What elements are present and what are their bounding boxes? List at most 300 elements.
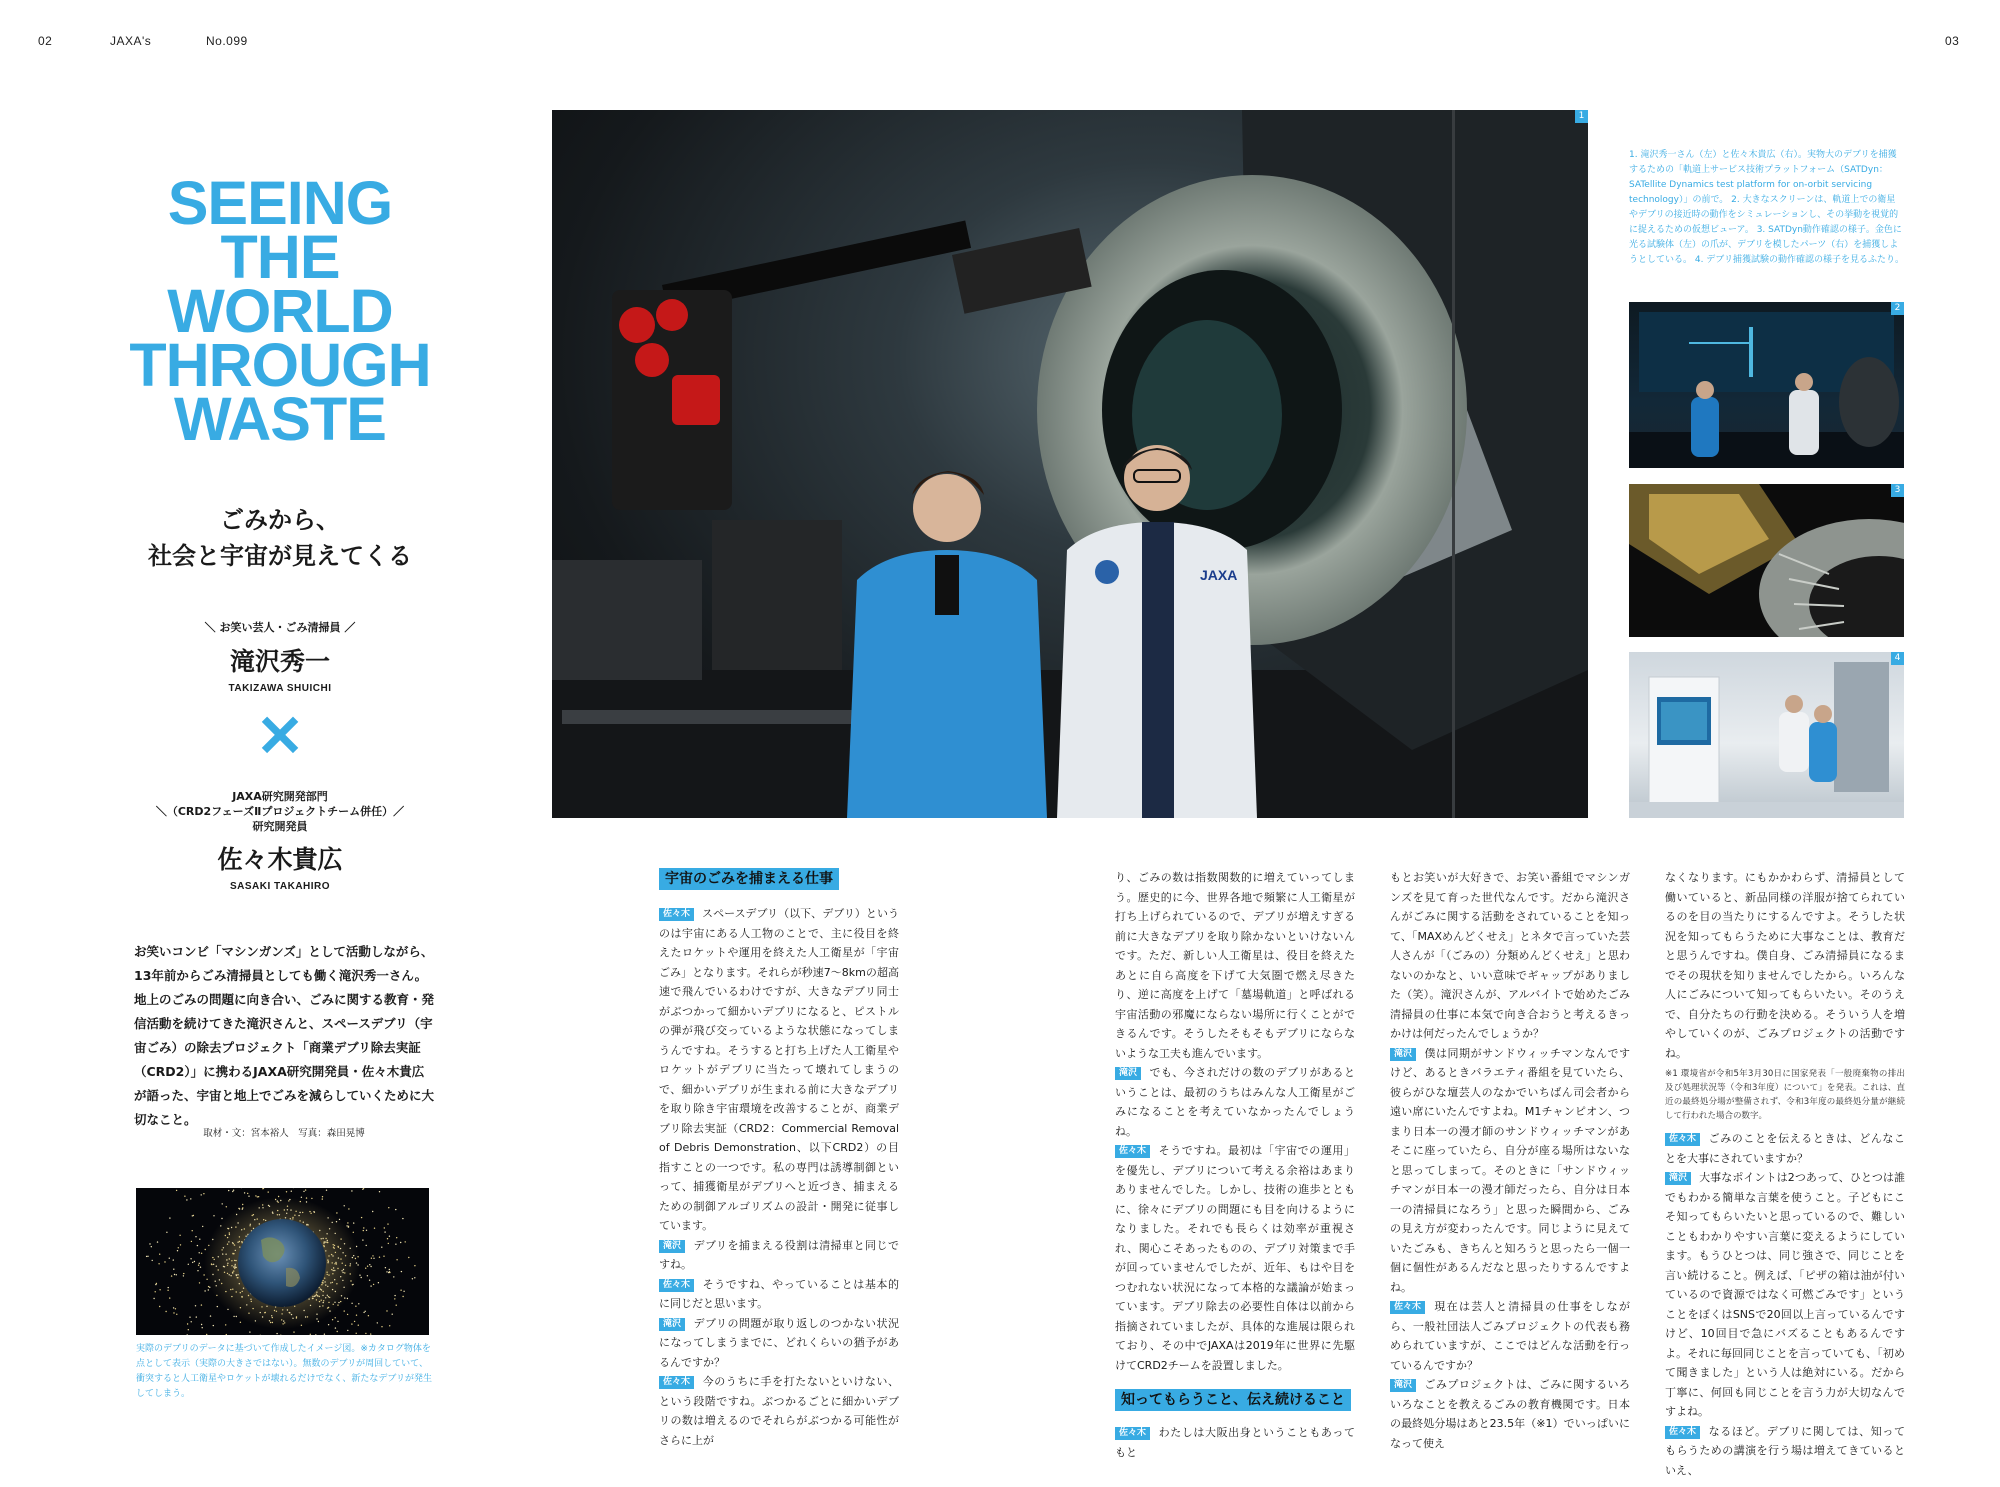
article-column-2	[1115, 868, 1355, 1462]
debris-dot	[173, 1307, 174, 1308]
debris-dot	[199, 1239, 200, 1240]
debris-dot	[326, 1190, 327, 1191]
debris-dot	[384, 1231, 385, 1232]
debris-dot	[389, 1236, 390, 1237]
dialogue-text: 僕は同期がサンドウィッチマンなんですけど、あるときバラエティ番組を見ていたら、彼らがひな壇芸人のなかでいちばん司会者から遠い席にいたんですよね。M1チャンピオン、つまり日本一の漫才師のサンドウィッチマンがあそこに座っていたら、自分が座る場所はないなと思ってしまって。そのときに「サンドウィッチマンが日本一の漫才師だったら、自分は日本一の清掃員になろう」と思った瞬間から、ごみの見え方が変わったんです。同じように見えていたごみも、きちんと知ろうと思ったら一個一個に個性があるんだなと思ったりするんですよね。	[1390, 1046, 1630, 1294]
debris-dot	[176, 1190, 177, 1191]
debris-dot	[164, 1261, 165, 1262]
debris-dot	[202, 1327, 203, 1328]
dialogue-text: ごみのことを伝えるときは、どんなことを大事にされていますか？	[1665, 1132, 1905, 1165]
debris-dot	[217, 1306, 218, 1307]
debris-dot	[379, 1191, 380, 1192]
debris-dot	[192, 1230, 193, 1231]
photo-caption: 1. 滝沢秀一さん（左）と佐々木貴広（右）。実物大のデブリを捕獲するための「軌道上サービス技術プラットフォーム（SATDyn：SATellite Dynamics test platform for on-orbit servicing technology）」の前で。 2. 大きなスクリーンは、軌道上での衛星やデブリの接近時の動作をシミュレーションし、その挙動を視覚的に捉えるための仮想ビューア。 3. SATDyn動作確認の様子。金色に光る試験体（左）の爪が、デブリを模したパーツ（右）を捕獲しようとしている。 4. デブリ捕獲試験の動作確認の様子を見るふたり。	[1629, 150, 1904, 265]
debris-dot	[305, 1189, 306, 1190]
section-heading-2	[1115, 1389, 1355, 1411]
debris-dot	[335, 1327, 336, 1328]
photo-number: 4	[1891, 652, 1904, 665]
debris-dot	[337, 1331, 338, 1332]
debris-dot	[389, 1269, 390, 1270]
debris-dot	[402, 1296, 403, 1297]
feature-title	[95, 169, 465, 453]
debris-dot	[199, 1282, 200, 1283]
page-number-left: 02	[38, 34, 53, 48]
speaker-tag: 佐々木	[1115, 1145, 1150, 1158]
main-photo-satdyn	[552, 110, 1588, 818]
debris-dot	[228, 1190, 229, 1191]
debris-dot	[194, 1261, 195, 1262]
dialogue-paragraph	[659, 1275, 899, 1314]
dialogue-text: そうですね、やっていることは基本的に同じだと思います。	[659, 1277, 899, 1310]
debris-dot	[392, 1314, 393, 1315]
debris-dot	[379, 1257, 380, 1258]
debris-dot	[371, 1258, 372, 1259]
debris-dot	[359, 1275, 360, 1276]
debris-dot	[348, 1226, 349, 1227]
dialogue-text: デブリの問題が取り返しのつかない状況になってしまうまでに、どれくらいの猶予があるんですか？	[659, 1316, 899, 1369]
debris-dot	[293, 1331, 294, 1332]
dialogue-text: スペースデブリ（以下、デブリ）というのは宇宙にある人工物のことで、主に役目を終えたロケットや運用を終えた人工衛星が「宇宙ごみ」となります。それらが秒速7〜8kmの超高速で飛んでいるわけですが、大きなデブリ同士がぶつかって細かいデブリになると、ピストルの弾が飛び交っているような状態になってしまうんですね。そうすると打ち上げた人工衛星やロケットがデブリに当たって壊れてしまうので、細かいデブリが生まれる前に大きなデブリを取り除き宇宙環境を改善することが、商業デブリ除去実証（CRD2：Commercial Removal of Debris Demonstration、以下CRD2）の目指すことの一つです。私の専門は誘導制御といって、捕獲衛星がデブリへと近づき、捕まえるための制御アルゴリズムの設計・開発に従事しています。	[659, 907, 899, 1232]
debris-dot	[367, 1266, 368, 1267]
debris-dot	[158, 1263, 159, 1264]
debris-dot	[258, 1196, 259, 1197]
dialogue-paragraph	[1665, 1422, 1905, 1481]
debris-dot	[373, 1284, 374, 1285]
debris-dot	[394, 1298, 395, 1299]
debris-dot	[311, 1198, 312, 1199]
debris-dot	[322, 1198, 323, 1199]
debris-dot	[402, 1218, 403, 1219]
debris-dot	[196, 1316, 197, 1317]
debris-dot	[363, 1227, 364, 1228]
dialogue-text: デブリを捕まえる役割は清掃車と同じですね。	[659, 1238, 899, 1271]
debris-dot	[303, 1191, 304, 1192]
dialogue-paragraph	[1390, 868, 1630, 1044]
dialogue-paragraph	[1665, 1168, 1905, 1422]
debris-dot	[242, 1204, 243, 1205]
observation-photo-graphic	[1629, 652, 1904, 818]
debris-dot	[369, 1280, 370, 1281]
speaker-tag: 佐々木	[1115, 1427, 1150, 1440]
dialogue-text: 大事なポイントは2つあって、ひとつは誰でもわかる簡単な言葉を使うこと。子どもにこそ知ってもらいたいと思っているので、難しいこともわかりやすい言葉に変えるようにしています。もうひとつは、同じ強さで、同じことを言い続けること。例えば、「ピザの箱は油が付いているので資源ではなく可燃ごみです」ということをぼくはSNSで20回以上言っているんですけど、10回目で急にバズることもあるんですよ。それに毎回同じことを言っていても、「初めて聞きました」という人は絶対にいる。だから丁寧に、何回も同じことを言う力が大切なんですよね。	[1665, 1171, 1905, 1418]
footnote: ※1 環境省が令和5年3月30日に国家発表「一般廃棄物の排出及び処理状況等（令和3年度）について」を発表。これは、直近の最終処分場が整備されず、令和3年度の最終処分量が継続して行われた場合の数字。	[1665, 1069, 1905, 1121]
debris-dot	[240, 1322, 241, 1323]
photo-simulation-screen	[1629, 302, 1904, 468]
debris-dot	[168, 1287, 169, 1288]
debris-dot	[395, 1244, 396, 1245]
debris-dot	[166, 1232, 167, 1233]
dialogue-text: でも、今されだけの数のデブリがあるということは、最初のうちはみんな人工衛星がごみになることを考えていなかったんでしょうね。	[1115, 1066, 1355, 1138]
debris-dot	[366, 1230, 367, 1231]
debris-dot	[351, 1323, 352, 1324]
dialogue-paragraph	[1115, 1141, 1355, 1375]
subtitle-line: 社会と宇宙が見えてくる	[148, 542, 412, 570]
debris-dot	[197, 1245, 198, 1246]
debris-dot	[248, 1196, 249, 1197]
debris-dot	[147, 1256, 148, 1257]
debris-dot	[367, 1275, 368, 1276]
debris-dot	[178, 1247, 179, 1248]
dialogue-text: なくなります。にもかかわらず、清掃員として働いていると、新品同様の洋服が捨てられているのを目の当たりにするんですよ。そうした状況を知ってもらうために大事なことは、教育だと思うんですね。僕自身、ごみ清掃員になるまでその現状を知りませんでしたから。いろんな人にごみについて知ってもらいたい。そのうえで、自分たちの行動を決める。そういう人を増やしていくのが、ごみプロジェクトの活動ですね。	[1665, 871, 1905, 1060]
debris-dot	[355, 1306, 356, 1307]
dialogue-paragraph	[1390, 1297, 1630, 1375]
debris-dot	[155, 1291, 156, 1292]
debris-dot	[195, 1236, 196, 1237]
debris-dot	[396, 1237, 397, 1238]
issue-number: No.099	[206, 34, 248, 48]
debris-dot	[344, 1310, 345, 1311]
dialogue-paragraph	[1115, 1063, 1355, 1141]
dialogue-text: なるほど。デブリに関しては、知ってもらうための講演を行う場は増えてきているといえ、	[1665, 1424, 1905, 1477]
debris-dot	[372, 1255, 373, 1256]
debris-dot	[310, 1334, 311, 1335]
person1-name: 滝沢秀一	[229, 647, 330, 676]
debris-dot	[202, 1226, 203, 1227]
debris-dot	[395, 1209, 396, 1210]
debris-dot	[385, 1267, 386, 1268]
debris-dot	[414, 1277, 415, 1278]
debris-dot	[400, 1242, 401, 1243]
debris-dot	[233, 1190, 234, 1191]
debris-dot	[180, 1244, 181, 1245]
debris-dot	[372, 1211, 373, 1212]
debris-dot	[208, 1289, 209, 1290]
dialogue-paragraph	[659, 1314, 899, 1373]
debris-dot	[396, 1259, 397, 1260]
speaker-tag: 滝沢	[1665, 1172, 1691, 1185]
cross-mark-icon: ✕	[255, 704, 305, 769]
debris-dot	[151, 1246, 152, 1247]
debris-dot	[222, 1203, 223, 1204]
debris-dot	[373, 1258, 374, 1259]
debris-dot	[383, 1256, 384, 1257]
debris-dot	[405, 1241, 406, 1242]
dialogue-text: わたしは大阪出身ということもあってもと	[1115, 1426, 1355, 1459]
speaker-tag: 滝沢	[1115, 1067, 1141, 1080]
debris-dot	[386, 1271, 387, 1272]
debris-dot	[159, 1254, 160, 1255]
photo-number: 3	[1891, 484, 1904, 497]
debris-dot	[210, 1315, 211, 1316]
debris-dot	[244, 1192, 245, 1193]
debris-dot	[286, 1191, 287, 1192]
debris-dot	[183, 1275, 184, 1276]
debris-dot	[201, 1324, 202, 1325]
debris-dot	[165, 1311, 166, 1312]
debris-dot	[201, 1194, 202, 1195]
debris-dot	[159, 1306, 160, 1307]
debris-dot	[374, 1228, 375, 1229]
person2-role-line-text: （CRD2フェーズⅡプロジェクトチーム併任）	[166, 805, 394, 818]
debris-dot	[206, 1334, 207, 1335]
dialogue-paragraph	[1390, 1044, 1630, 1298]
debris-dot	[361, 1277, 362, 1278]
debris-dot	[396, 1305, 397, 1306]
feature-subtitle	[95, 502, 465, 574]
debris-dot	[348, 1208, 349, 1209]
debris-dot	[365, 1268, 366, 1269]
section-heading-1	[659, 868, 899, 890]
debris-dot	[249, 1331, 250, 1332]
speaker-tag: 佐々木	[1665, 1426, 1700, 1439]
debris-dot	[169, 1258, 170, 1259]
debris-dot	[322, 1196, 323, 1197]
debris-dot	[347, 1330, 348, 1331]
debris-dot	[226, 1206, 227, 1207]
debris-dot	[361, 1217, 362, 1218]
debris-dot	[384, 1227, 385, 1228]
debris-dot	[381, 1326, 382, 1327]
debris-dot	[365, 1311, 366, 1312]
debris-dot	[353, 1232, 354, 1233]
debris-dot	[174, 1274, 175, 1275]
debris-dot	[186, 1199, 187, 1200]
debris-dot	[291, 1191, 292, 1192]
simulation-photo-graphic	[1629, 302, 1904, 468]
debris-dot	[400, 1290, 401, 1291]
dialogue-text: ごみプロジェクトは、ごみに関するいろいろなことを教えるごみの教育機関です。日本の最終処分場はあと23.5年（※1）でいっぱいになって使え	[1390, 1378, 1630, 1450]
debris-dot	[173, 1312, 174, 1313]
photo-number: 2	[1891, 302, 1904, 315]
debris-dot	[412, 1278, 413, 1279]
debris-dot	[199, 1263, 200, 1264]
debris-dot	[336, 1212, 337, 1213]
debris-dot	[356, 1315, 357, 1316]
credit-line: 取材・文：宮本裕人 写真：森田晃博	[203, 1128, 365, 1139]
title-line: THE	[220, 223, 340, 291]
dialogue-paragraph	[659, 1236, 899, 1275]
speaker-tag: 滝沢	[659, 1240, 685, 1253]
article-column-4	[1665, 868, 1905, 1480]
article-column-3	[1390, 868, 1630, 1453]
debris-dot	[278, 1196, 279, 1197]
debris-dot	[198, 1265, 199, 1266]
debris-dot	[280, 1335, 281, 1336]
debris-dot	[362, 1239, 363, 1240]
debris-dot	[176, 1274, 177, 1275]
debris-globe-graphic	[136, 1188, 429, 1335]
debris-dot	[351, 1303, 352, 1304]
speaker-tag: 滝沢	[659, 1318, 685, 1331]
title-line: THROUGH	[129, 331, 431, 399]
speaker-tag: 佐々木	[659, 1376, 694, 1389]
person2-role-line: ＼（CRD2フェーズⅡプロジェクトチーム併任）／	[155, 805, 405, 818]
debris-dot	[370, 1266, 371, 1267]
debris-dot	[189, 1317, 190, 1318]
debris-dot	[171, 1275, 172, 1276]
debris-dot	[344, 1205, 345, 1206]
debris-dot	[233, 1316, 234, 1317]
debris-dot	[368, 1315, 369, 1316]
debris-dot	[370, 1285, 371, 1286]
magazine-name: JAXA's	[110, 34, 152, 48]
debris-dot	[179, 1235, 180, 1236]
debris-dot	[365, 1333, 366, 1334]
debris-dot	[155, 1284, 156, 1285]
person2-name: 佐々木貴広	[217, 845, 343, 874]
debris-dot	[377, 1322, 378, 1323]
debris-dot	[347, 1314, 348, 1315]
title-line: SEEING	[167, 169, 393, 237]
title-line: WASTE	[174, 385, 386, 453]
debris-dot	[268, 1191, 269, 1192]
debris-dot	[378, 1282, 379, 1283]
debris-dot	[393, 1276, 394, 1277]
debris-dot	[190, 1198, 191, 1199]
debris-dot	[187, 1323, 188, 1324]
dialogue-paragraph	[1665, 1129, 1905, 1168]
person2-role-line: JAXA研究開発部門	[232, 790, 328, 803]
debris-dot	[184, 1196, 185, 1197]
debris-dot	[394, 1295, 395, 1296]
person1-role: ＼ お笑い芸人・ごみ清掃員 ／	[204, 621, 356, 634]
debris-dot	[353, 1222, 354, 1223]
person2-role-line: 研究開発員	[252, 820, 308, 833]
debris-dot	[324, 1334, 325, 1335]
dialogue-text: 現在は芸人と清掃員の仕事をしながら、一般社団法人ごみプロジェクトの代表も務められていますが、ここではどんな活動を行っているんですか？	[1390, 1300, 1630, 1372]
debris-dot	[204, 1290, 205, 1291]
debris-dot	[387, 1223, 388, 1224]
debris-dot	[195, 1305, 196, 1306]
debris-dot	[363, 1312, 364, 1313]
debris-dot	[354, 1321, 355, 1322]
photo-number: 1	[1575, 110, 1588, 123]
debris-dot	[188, 1329, 189, 1330]
debris-dot	[401, 1271, 402, 1272]
dialogue-paragraph	[1115, 1423, 1355, 1462]
debris-dot	[203, 1274, 204, 1275]
debris-dot	[159, 1289, 160, 1290]
speaker-tag: 滝沢	[1390, 1048, 1416, 1061]
debris-dot	[389, 1272, 390, 1273]
satdyn-photo-graphic	[552, 110, 1588, 818]
debris-dot	[225, 1324, 226, 1325]
debris-dot	[369, 1264, 370, 1265]
debris-dot	[192, 1262, 193, 1263]
person1-roman: TAKIZAWA SHUICHI	[228, 683, 332, 694]
debris-dot	[315, 1334, 316, 1335]
dialogue-text: 今のうちに手を打たないといけない、という段階ですね。ぶつかるごとに細かいデブリの数は増えるのでそれらがぶつかる可能性がさらに上が	[659, 1375, 899, 1447]
debris-dot	[226, 1334, 227, 1335]
photo-capture-test	[1629, 484, 1904, 637]
debris-dot	[414, 1265, 415, 1266]
debris-dot	[191, 1241, 192, 1242]
debris-dot	[188, 1264, 189, 1265]
debris-dot	[388, 1243, 389, 1244]
debris-dot	[366, 1245, 367, 1246]
dialogue-paragraph	[1665, 868, 1905, 1063]
debris-dot	[173, 1259, 174, 1260]
speaker-tag: 佐々木	[1665, 1133, 1700, 1146]
debris-dot	[301, 1197, 302, 1198]
dialogue-paragraph	[659, 1372, 899, 1450]
debris-dot	[201, 1253, 202, 1254]
debris-dot	[388, 1207, 389, 1208]
subtitle-line: ごみから、	[220, 506, 340, 534]
debris-dot	[173, 1269, 174, 1270]
lead-paragraph: お笑いコンビ「マシンガンズ」として活動しながら、13年前からごみ清掃員としても働く滝沢秀一さん。地上のごみの問題に向き合い、ごみに関する教育・発信活動を続けてきた滝沢さんと、スペースデブリ（宇宙ごみ）の除去プロジェクト「商業デブリ除去実証（CRD2）」に携わるJAXA研究開発員・佐々木貴広が語った、宇宙と地上でごみを減らしていくために大切なこと。	[134, 944, 435, 1127]
debris-dot	[213, 1325, 214, 1326]
debris-dot	[370, 1333, 371, 1334]
dialogue-text: もとお笑いが大好きで、お笑い番組でマシンガンズを見て育った世代なんです。だから滝沢さんがごみに関する活動をされていることを知って、「MAXめんどくせえ」とネタで言っていた芸人さんが「（ごみの）分類めんどくせえ」と思わないのかなと、いい意味でギャップがありました（笑）。滝沢さんが、アルバイトで始めたごみ清掃員の仕事に本気で向き合おうと考えるきっかけは何だったんでしょうか？	[1390, 871, 1630, 1040]
jaxa-logo-icon: JAXA	[1200, 567, 1238, 583]
debris-dot	[262, 1188, 263, 1189]
speaker-tag: 佐々木	[659, 908, 694, 921]
debris-dot	[306, 1197, 307, 1198]
capture-test-photo-graphic	[1629, 484, 1904, 637]
dialogue-paragraph	[659, 904, 899, 1236]
debris-dot	[255, 1195, 256, 1196]
debris-dot	[389, 1325, 390, 1326]
title-line: WORLD	[167, 277, 393, 345]
person2-role	[95, 789, 465, 834]
dialogue-paragraph	[1115, 868, 1355, 1063]
debris-dot	[358, 1303, 359, 1304]
debris-dot	[169, 1297, 170, 1298]
debris-dot	[199, 1252, 200, 1253]
debris-dot	[152, 1260, 153, 1261]
dialogue-text: そうですね。最初は「宇宙での運用」を優先し、デブリについて考える余裕はあまりありませんでした。しかし、技術の進歩とともに、徐々にデブリの問題にも目を向けるようになりました。それでも長らくは効率が重視され、関心こそあったものの、デブリ対策まで手が回っていませんでしたが、近年、もはや目をつむれない状況になって本格的な議論が始まっています。デブリ除去の必要性自体は以前から指摘されていましたが、具体的な進展は限られており、その中でJAXAは2019年に世界に先駆けてCRD2チームを設置しました。	[1115, 1144, 1355, 1372]
debris-dot	[203, 1193, 204, 1194]
page-number-right: 03	[1945, 34, 1960, 48]
debris-dot	[190, 1258, 191, 1259]
debris-dot	[149, 1243, 150, 1244]
debris-dot	[191, 1321, 192, 1322]
debris-dot	[183, 1273, 184, 1274]
debris-dot	[387, 1238, 388, 1239]
person1-role-text: お笑い芸人・ごみ清掃員	[219, 621, 341, 634]
debris-dot	[176, 1314, 177, 1315]
person2-roman: SASAKI TAKAHIRO	[229, 881, 331, 892]
debris-dot	[335, 1317, 336, 1318]
debris-dot	[175, 1308, 176, 1309]
debris-dot	[177, 1250, 178, 1251]
speaker-tag: 佐々木	[659, 1279, 694, 1292]
debris-dot	[356, 1333, 357, 1334]
debris-dot	[403, 1291, 404, 1292]
photo-observation	[1629, 652, 1904, 818]
debris-dot	[167, 1290, 168, 1291]
debris-dot	[197, 1270, 198, 1271]
debris-dot	[257, 1196, 258, 1197]
debris-dot	[247, 1193, 248, 1194]
section-heading-2-text: 知ってもらうこと、伝え続けること	[1115, 1389, 1351, 1411]
debris-dot	[232, 1191, 233, 1192]
debris-dot	[363, 1230, 364, 1231]
debris-dot	[187, 1334, 188, 1335]
debris-dot	[386, 1310, 387, 1311]
debris-dot	[169, 1217, 170, 1218]
debris-dot	[332, 1319, 333, 1320]
debris-globe-image	[136, 1188, 429, 1335]
debris-dot	[146, 1256, 147, 1257]
debris-dot	[157, 1241, 158, 1242]
debris-dot	[337, 1321, 338, 1322]
debris-dot	[358, 1325, 359, 1326]
globe-caption: 実際のデブリのデータに基づいて作成したイメージ図。※カタログ物体を点として表示（実際の大きさではない）。無数のデブリが周回していて、衝突すると人工衛星やロケットが壊れるだけでなく、新たなデブリが発生してしまう。	[136, 1344, 433, 1399]
debris-dot	[328, 1324, 329, 1325]
dialogue-paragraph	[1390, 1375, 1630, 1453]
debris-dot	[153, 1298, 154, 1299]
debris-dot	[192, 1215, 193, 1216]
article-column-1	[659, 868, 899, 1450]
debris-dot	[200, 1267, 201, 1268]
debris-dot	[201, 1304, 202, 1305]
debris-dot	[347, 1222, 348, 1223]
debris-dot	[213, 1215, 214, 1216]
section-heading-1-text: 宇宙のごみを捕まえる仕事	[659, 868, 839, 890]
speaker-tag: 佐々木	[1390, 1301, 1425, 1314]
